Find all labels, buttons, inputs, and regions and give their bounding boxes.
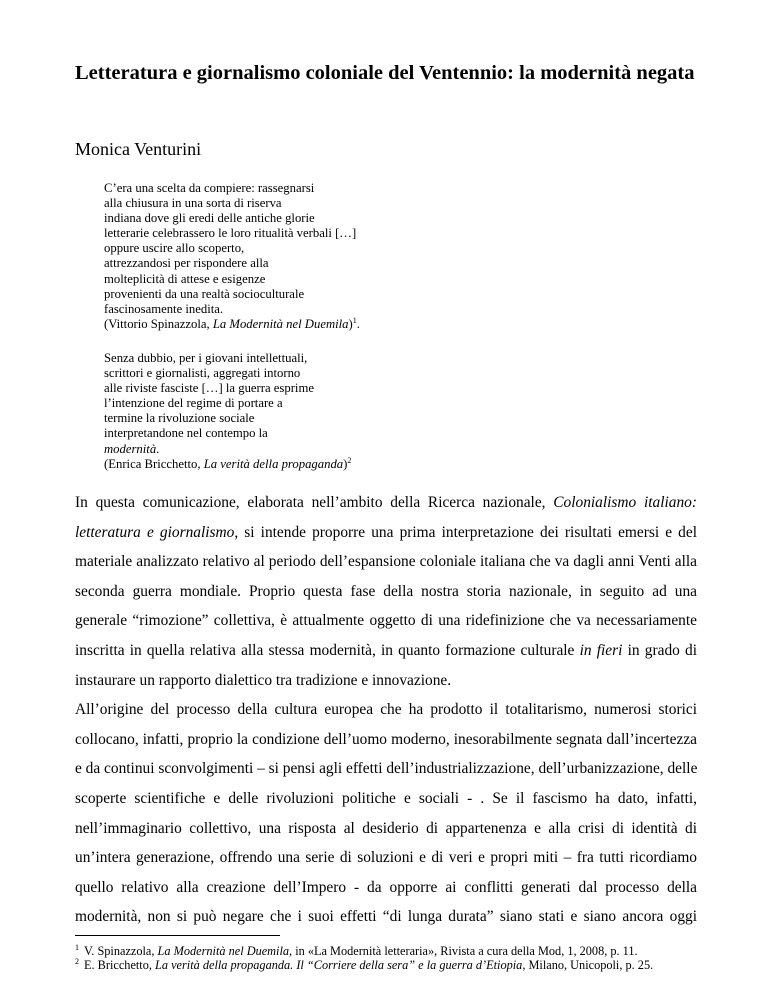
body-line: quello relativo alla creazione dell’Impero - da opporre ai conflitti generati dal processo della xyxy=(75,878,697,896)
attribution-suffix: ) xyxy=(343,456,348,471)
text-run: inscritta in quella relativa alla stessa modernità, in quanto formazione culturale xyxy=(75,641,575,659)
body-line: All’origine del processo della cultura europea che ha prodotto il totalitarismo, numerosi storici xyxy=(75,701,697,719)
attribution-work: La verità della propaganda xyxy=(203,456,344,471)
epigraph-line: letterarie celebrassero le loro ritualità verbali […] xyxy=(104,226,357,241)
epigraph-line: oppure uscire allo scoperto, xyxy=(104,241,245,256)
epigraph-line: l’intenzione del regime di portare a xyxy=(104,396,283,411)
attribution-suffix: ) xyxy=(348,316,353,331)
footnote-work: La verità della propaganda. Il “Corriere della sera” e la guerra d’Etiopia xyxy=(155,958,523,973)
body-line: scoperte scientifiche e delle rivoluzioni politiche e sociali - . Se il fascismo ha dato, infatti, xyxy=(75,789,697,807)
italic-run: in fieri xyxy=(579,641,623,659)
emphasis-after: . xyxy=(156,441,160,456)
body-line: generale “rimozione” collettiva, è attualmente oggetto di una ridefinizione che va necessariamente xyxy=(75,612,697,630)
body-line: modernità, non si può negare che i suoi effetti “di lunga durata” siano stati e siano ancora oggi xyxy=(75,908,697,926)
epigraph-attribution xyxy=(104,457,434,472)
footnote-text: V. Spinazzola, xyxy=(84,944,158,958)
footnote-number: 2 xyxy=(75,957,79,967)
body-line xyxy=(75,488,697,518)
attribution-work: La Modernità nel Duemila xyxy=(212,316,349,331)
emphasis-word: modernità xyxy=(104,441,157,456)
paragraph-2 xyxy=(75,695,697,932)
epigraph-line: scrittori e giornalisti, aggregati intorno xyxy=(104,366,301,381)
footnotes xyxy=(75,944,735,973)
body-line: un’intera generazione, offrendo una serie di soluzioni e di veri e propri miti – fra tutti ricordiamo xyxy=(75,849,697,867)
italic-run: Colonialismo italiano: xyxy=(553,494,697,511)
epigraph-line: fascinosamente inedita. xyxy=(104,301,224,316)
body-line: collocano, infatti, proprio la condizione dell’uomo moderno, inesorabilmente segnata dall’incertezza xyxy=(75,730,697,748)
epigraph-2 xyxy=(104,351,434,472)
epigraph-line: interpretandone nel contempo la xyxy=(104,426,268,441)
attribution-prefix: (Enrica Bricchetto, xyxy=(104,456,204,471)
footnote-1 xyxy=(75,944,735,958)
footnote-separator xyxy=(75,935,280,936)
epigraph-line: provenienti da una realtà socioculturale xyxy=(104,286,305,301)
epigraph-line: indiana dove gli eredi delle antiche glorie xyxy=(104,211,315,226)
footnote-ref-1: 1 xyxy=(352,315,357,325)
epigraph-line xyxy=(104,442,434,457)
body-line: materiale analizzato relativo al periodo dell’espansione coloniale italiana che va dagli anni Venti alla xyxy=(75,553,697,571)
text-run: In questa comunicazione, elaborata nell’ambito della Ricerca nazionale, xyxy=(75,494,546,511)
paragraph-1 xyxy=(75,488,697,695)
footnote-text: , Milano, Unicopoli, p. 25. xyxy=(522,958,654,973)
footnote-work: La Modernità nel Duemila xyxy=(157,944,290,958)
epigraph-line: C’era una scelta da compiere: rassegnarsi xyxy=(104,181,315,195)
epigraph-line: Senza dubbio, per i giovani intellettuali, xyxy=(104,351,308,365)
body-line: letteratura e giornalismo, si intende proporre una prima interpretazione dei risultati emersi e del xyxy=(75,523,697,541)
body-line: seconda guerra mondiale. Proprio questa fase della nostra storia nazionale, in seguito ad una xyxy=(75,582,697,600)
body-line: e da continui sconvolgimenti – si pensi agli effetti dell’industrializzazione, dell’urbanizzazione, delle xyxy=(75,760,698,778)
epigraph-line: alla chiusura in una sorta di riserva xyxy=(104,196,282,211)
footnote-text: E. Bricchetto, xyxy=(84,958,156,973)
epigraph-1 xyxy=(104,181,434,332)
epigraph-line: molteplicità di attese e esigenze xyxy=(104,271,266,286)
author-name: Monica Venturini xyxy=(75,139,202,159)
epigraph-line: attrezzandosi per rispondere alla xyxy=(104,256,269,271)
epigraph-line: alle riviste fasciste […] la guerra esprime xyxy=(104,381,314,396)
attribution-prefix: (Vittorio Spinazzola, xyxy=(104,316,213,331)
footnote-number: 1 xyxy=(75,943,79,952)
italic-run: letteratura e giornalismo xyxy=(75,523,235,541)
footnote-ref-2: 2 xyxy=(347,455,352,465)
body-line: nell’immaginario collettivo, una risposta al desiderio di appartenenza e alla crisi di identità di xyxy=(75,819,697,837)
text-run: in grado di xyxy=(627,641,697,659)
epigraph-attribution xyxy=(104,317,434,332)
body-line: instaurare un rapporto dialettico tra tradizione e innovazione. xyxy=(75,671,452,689)
attribution-end: . xyxy=(356,316,360,331)
body-line xyxy=(75,636,697,666)
epigraph-line: termine la rivoluzione sociale xyxy=(104,411,255,426)
article-title: Letteratura e giornalismo coloniale del Ventennio: la modernità negata xyxy=(75,62,695,84)
footnote-text: , in «La Modernità letteraria», Rivista a cura della Mod, 1, 2008, p. 11. xyxy=(289,944,638,958)
footnote-2 xyxy=(75,958,735,972)
body-text xyxy=(75,488,697,932)
text-run: si intende proporre una prima interpretazione dei risultati emersi e del xyxy=(244,523,697,541)
